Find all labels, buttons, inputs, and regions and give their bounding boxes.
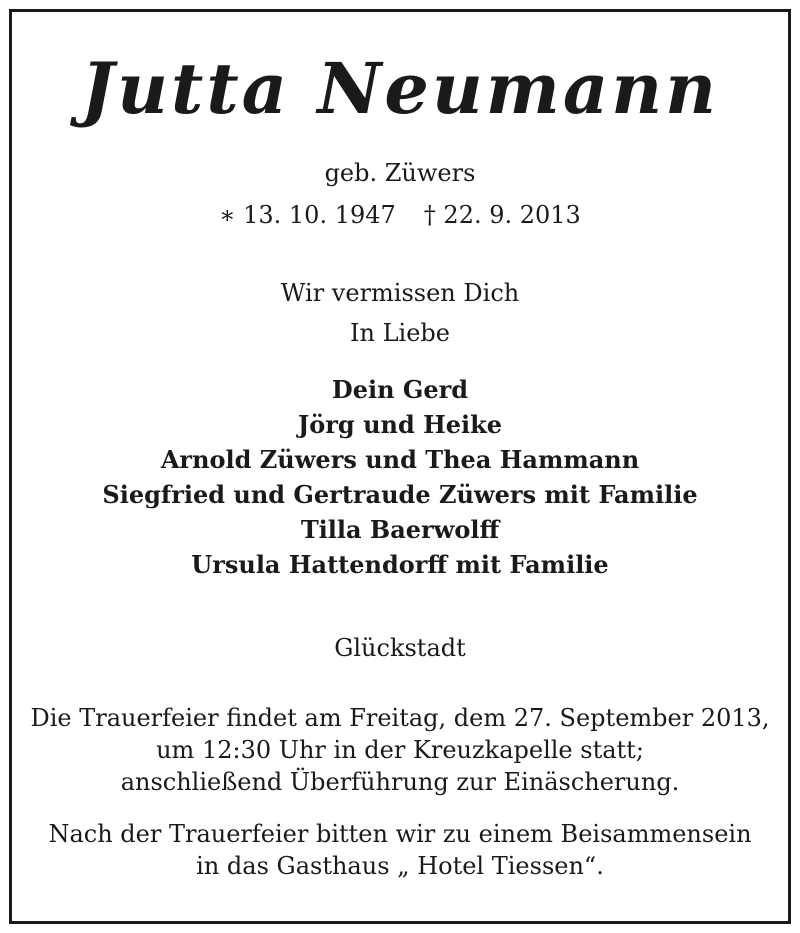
mourner-line: Tilla Baerwolff [300, 515, 500, 544]
mourners-list [0, 372, 800, 582]
message-miss: Wir vermissen Dich [280, 279, 520, 307]
funeral-line: um 12:30 Uhr in der Kreuzkapelle statt; [156, 736, 644, 764]
death-date: † 22. 9. 2013 [423, 201, 581, 229]
gathering-line: Nach der Trauerfeier bitten wir zu einem Beisammensein [48, 820, 752, 848]
mourner-line: Dein Gerd [331, 375, 469, 404]
gathering-line: in das Gasthaus „ Hotel Tiessen“. [196, 852, 604, 880]
funeral-line: anschließend Überführung zur Einäscherung. [120, 768, 680, 796]
mourner-line: Arnold Züwers und Thea Hammann [160, 445, 640, 474]
funeral-info [0, 702, 800, 798]
mourner-line: Jörg und Heike [297, 410, 503, 439]
life-dates [0, 200, 800, 230]
mourner-line: Ursula Hattendorff mit Familie [191, 550, 609, 579]
deceased-name: Jutta Neumann [80, 47, 720, 130]
message-love: In Liebe [350, 319, 450, 347]
funeral-line: Die Trauerfeier findet am Freitag, dem 27. September 2013, [30, 704, 770, 732]
city: Glückstadt [334, 634, 466, 662]
born-name: geb. Züwers [324, 159, 476, 187]
birth-date: ∗ 13. 10. 1947 [219, 201, 396, 229]
gathering-info [0, 818, 800, 882]
mourner-line: Siegfried und Gertraude Züwers mit Familie [102, 480, 698, 509]
